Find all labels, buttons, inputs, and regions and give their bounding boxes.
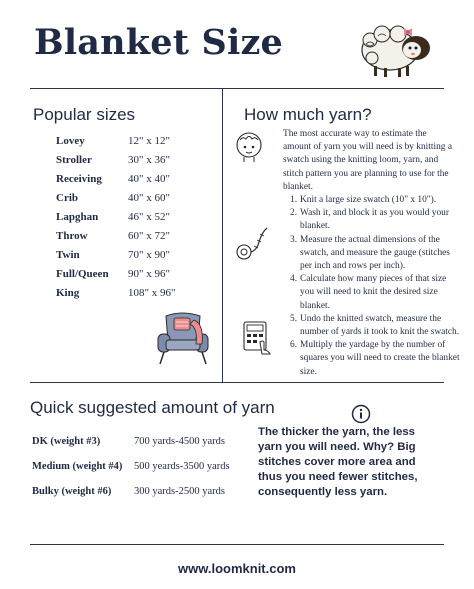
size-value: 60" x 72" <box>128 230 170 242</box>
footer-url: www.loomknit.com <box>178 561 296 576</box>
yarn-strand-icon <box>232 222 272 264</box>
size-row <box>56 211 226 227</box>
info-icon <box>351 404 371 424</box>
size-label: Twin <box>56 249 80 261</box>
sheep-face-icon <box>232 130 266 164</box>
step-item <box>290 339 460 379</box>
step-number: 5. <box>290 313 298 324</box>
weight-amount: 300 yards-2500 yards <box>134 486 225 497</box>
size-value: 90" x 96" <box>128 268 170 280</box>
step-text: Undo the knitted swatch, measure the number of yards it took to knit the swatch. <box>300 313 460 338</box>
size-value: 108" x 96" <box>128 287 176 299</box>
armchair-icon <box>152 310 214 366</box>
size-value: 40" x 40" <box>128 173 170 185</box>
step-text: Multiply the yardage by the number of squares you will need to create the blanket size. <box>300 340 460 377</box>
how-much-yarn-heading: How much yarn? <box>244 105 372 124</box>
size-label: Lovey <box>56 135 85 147</box>
size-row <box>56 249 226 265</box>
size-row <box>56 268 226 284</box>
size-value: 12" x 12" <box>128 135 170 147</box>
size-label: Crib <box>56 192 78 204</box>
size-value: 40" x 60" <box>128 192 170 204</box>
quick-amount-heading: Quick suggested amount of yarn <box>30 398 275 417</box>
step-number: 4. <box>290 274 298 285</box>
size-label: Full/Queen <box>56 268 109 280</box>
step-text: Calculate how many pieces of that size you will need to knit the desired size blanket. <box>300 274 447 311</box>
sheep-icon <box>352 14 436 80</box>
step-number: 6. <box>290 340 298 351</box>
step-number: 3. <box>290 234 298 245</box>
size-label: Throw <box>56 230 88 242</box>
size-label: Stroller <box>56 154 92 166</box>
page-title: Blanket Size <box>34 22 283 63</box>
size-row <box>56 287 226 303</box>
size-label: Lapghan <box>56 211 99 223</box>
size-label: King <box>56 287 80 299</box>
size-row <box>56 154 226 170</box>
middle-divider <box>30 382 444 383</box>
step-item <box>290 313 460 339</box>
size-value: 46" x 52" <box>128 211 170 223</box>
step-number: 2. <box>290 208 298 219</box>
size-label: Receiving <box>56 173 102 185</box>
size-value: 70" x 90" <box>128 249 170 261</box>
weight-label: Bulky (weight #6) <box>32 486 112 497</box>
step-text: Wash it, and block it as you would your blanket. <box>300 208 449 232</box>
yarn-tip-text: The thicker the yarn, the less yarn you will need. Why? Big stitches cover more area and thus you need fewer stitches, consequently less yarn. <box>258 426 418 498</box>
step-item <box>290 207 460 233</box>
size-row <box>56 135 226 151</box>
top-divider <box>30 88 444 89</box>
step-item <box>290 273 460 313</box>
step-text: Measure the actual dimensions of the swatch, and measure the gauge (stitches per inch and rows per inch). <box>300 234 450 272</box>
size-row <box>56 173 226 189</box>
step-number: 1. <box>290 195 298 205</box>
calculator-icon <box>242 320 274 356</box>
weight-amount: 500 yeards-3500 yards <box>134 461 230 472</box>
size-row <box>56 230 226 246</box>
step-text: Knit a large size swatch (10" x 10"). <box>300 195 437 205</box>
yarn-intro-paragraph: The most accurate way to estimate the amount of yarn you will need is by knitting a swatch using the knitting loom, yarn, and stitch pattern you are planning to use for the blanket. <box>283 129 452 192</box>
bottom-divider <box>30 544 444 545</box>
step-item <box>290 234 460 274</box>
step-item <box>290 194 460 207</box>
weight-amount: 700 yards-4500 yards <box>134 436 225 447</box>
weight-label: DK (weight #3) <box>32 436 101 447</box>
popular-sizes-heading: Popular sizes <box>33 105 136 124</box>
size-value: 30" x 36" <box>128 154 170 166</box>
weight-label: Medium (weight #4) <box>32 461 123 472</box>
size-row <box>56 192 226 208</box>
yarn-steps-list <box>290 194 460 379</box>
